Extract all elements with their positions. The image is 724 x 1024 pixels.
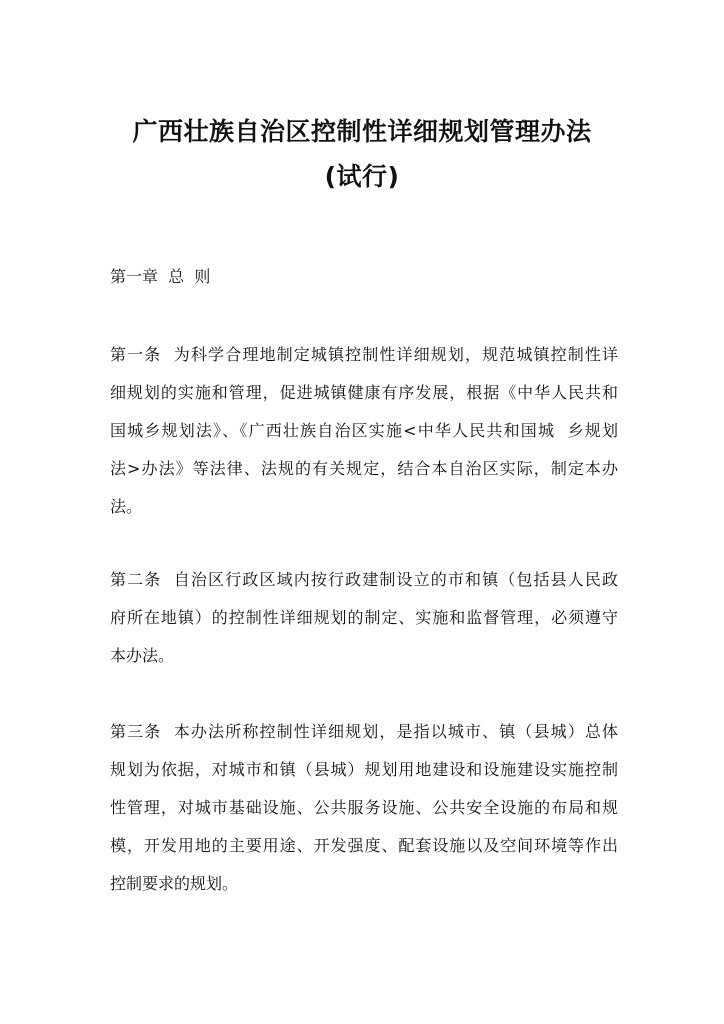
document-title-line-2: (试行) [324,162,400,191]
article-3-line-5: 控制要求的规划。 [110,874,239,893]
article-3-line-1: 第三条 本办法所称控制性详细规划，是指以城市、镇（县城）总体 [110,722,618,741]
chapter-heading: 第一章 总 则 [110,267,211,286]
article-1 [110,341,618,531]
article-2-line-1: 第二条 自治区行政区域内按行政建制设立的市和镇（包括县人民政 [110,570,618,589]
document-title-line-1: 广西壮族自治区控制性详细规划管理办法 [132,117,592,146]
article-1-line-2: 细规划的实施和管理，促进城镇健康有序发展，根据《中华人民共和 [110,383,618,402]
article-2-line-2: 府所在地镇）的控制性详细规划的制定、实施和监督管理，必须遵守 [110,608,618,627]
article-1-line-3: 国城乡规划法》、《广西壮族自治区实施<中华人民共和国城 乡规划 [110,421,618,440]
article-1-line-1: 第一条 为科学合理地制定城镇控制性详细规划，规范城镇控制性详 [110,345,618,364]
article-3-line-3: 性管理，对城市基础设施、公共服务设施、公共安全设施的布局和规 [110,798,618,817]
article-3 [110,718,618,908]
article-2 [110,566,618,680]
article-1-line-4: 法>办法》等法律、法规的有关规定，结合本自治区实际，制定本办 [110,459,618,478]
article-1-line-5: 法。 [110,497,143,516]
article-2-line-3: 本办法。 [110,646,175,665]
article-3-line-2: 规划为依据，对城市和镇（县城）规划用地建设和设施建设实施控制 [110,760,618,779]
article-3-line-4: 模，开发用地的主要用途、开发强度、配套设施以及空间环境等作出 [110,836,618,855]
